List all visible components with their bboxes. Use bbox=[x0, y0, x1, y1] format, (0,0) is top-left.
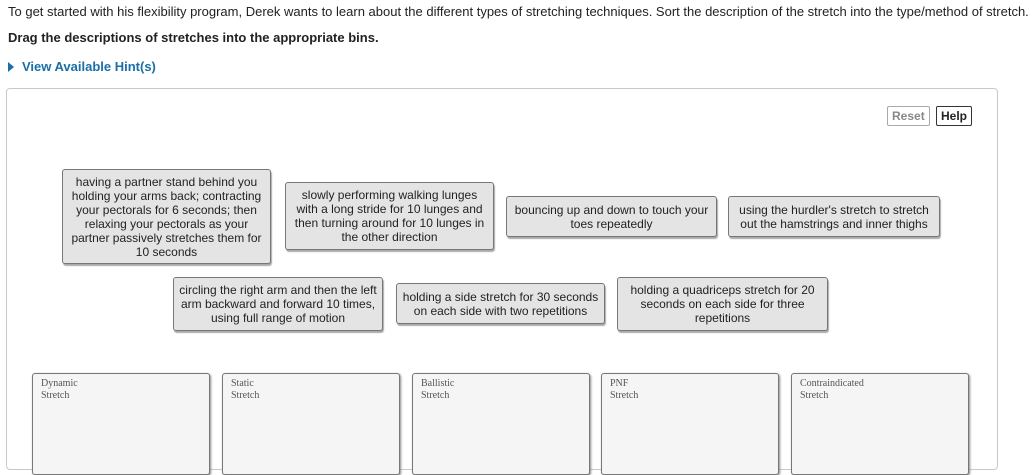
stretch-card[interactable]: having a partner stand behind you holding your arms back; contracting your pectorals for 6 seconds; then relaxing your pectorals as your partner passively stretches them for 10 seconds bbox=[62, 169, 271, 264]
stretch-card[interactable]: slowly performing walking lunges with a long stride for 10 lunges and then turning around for 10 lunges in the other direction bbox=[285, 182, 494, 250]
bin-ballistic-stretch[interactable] bbox=[412, 373, 590, 475]
intro-text: To get started with his flexibility program, Derek wants to learn about the different types of stretching techniques. Sort the description of the stretch into the type/method of stretch. bbox=[8, 4, 1029, 19]
stretch-card[interactable]: bouncing up and down to touch your toes repeatedly bbox=[506, 196, 717, 237]
bin-label: Contraindicated Stretch bbox=[800, 378, 864, 401]
bin-static-stretch[interactable] bbox=[222, 373, 400, 475]
drag-drop-panel bbox=[6, 88, 998, 470]
stretch-card[interactable]: circling the right arm and then the left arm backward and forward 10 times, using full range of motion bbox=[173, 277, 383, 331]
bin-pnf-stretch[interactable] bbox=[601, 373, 779, 475]
reset-button[interactable]: Reset bbox=[887, 106, 930, 126]
expand-triangle-icon bbox=[8, 62, 14, 72]
bin-contraindicated-stretch[interactable] bbox=[791, 373, 969, 475]
bin-label: Dynamic Stretch bbox=[41, 378, 78, 401]
bin-dynamic-stretch[interactable] bbox=[32, 373, 210, 475]
stretch-card[interactable]: using the hurdler's stretch to stretch out the hamstrings and inner thighs bbox=[728, 196, 940, 237]
view-hints-link[interactable] bbox=[8, 59, 156, 74]
instruction-text: Drag the descriptions of stretches into the appropriate bins. bbox=[8, 30, 379, 45]
stretch-card[interactable]: holding a side stretch for 30 seconds on each side with two repetitions bbox=[396, 283, 605, 324]
help-button[interactable]: Help bbox=[936, 106, 972, 126]
bin-label: PNF Stretch bbox=[610, 378, 639, 401]
view-hints-label: View Available Hint(s) bbox=[22, 59, 156, 74]
stretch-card[interactable]: holding a quadriceps stretch for 20 seconds on each side for three repetitions bbox=[617, 277, 828, 331]
bin-label: Ballistic Stretch bbox=[421, 378, 455, 401]
bin-label: Static Stretch bbox=[231, 378, 260, 401]
